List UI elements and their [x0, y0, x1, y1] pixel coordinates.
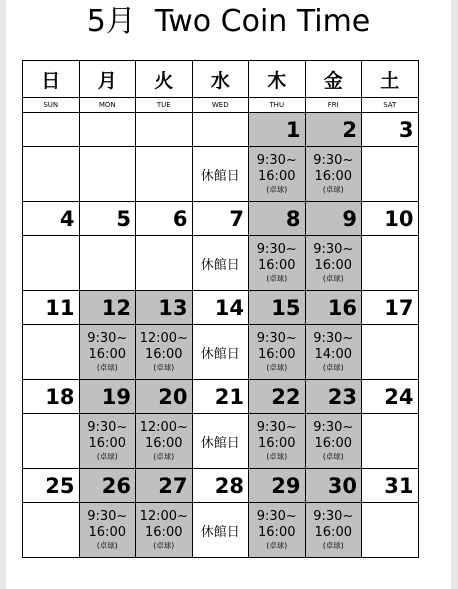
day-info-cell [249, 414, 306, 469]
day-number: 1 [249, 113, 306, 147]
calendar-sheet [6, 0, 451, 589]
day-info-cell [136, 414, 193, 469]
day-info-cell [305, 414, 362, 469]
weekday-abbr: SUN [23, 98, 80, 113]
start-time: 9:30~ [256, 153, 297, 168]
end-time: 16:00 [145, 525, 183, 540]
end-time: 16:00 [88, 436, 126, 451]
end-time: 16:00 [88, 525, 126, 540]
end-time: 16:00 [145, 347, 183, 362]
weekday-abbr: FRI [305, 98, 362, 113]
weekday-abbr: WED [192, 98, 249, 113]
day-info-cell [362, 147, 419, 202]
start-time: 9:30~ [256, 420, 297, 435]
activity-note: (卓球) [96, 541, 118, 550]
day-info-cell [192, 503, 249, 558]
day-number: 30 [305, 469, 362, 503]
day-number: 12 [79, 291, 136, 325]
closed-label: 休館日 [200, 257, 240, 273]
day-number: 22 [249, 380, 306, 414]
weekday-abbr: TUE [136, 98, 193, 113]
day-info-cell [192, 147, 249, 202]
day-number [192, 113, 249, 147]
day-info-cell [305, 503, 362, 558]
day-number [79, 113, 136, 147]
day-info-cell [23, 414, 80, 469]
weekday-label: 土 [362, 61, 419, 98]
end-time: 16:00 [258, 525, 296, 540]
week-date-row [23, 202, 419, 236]
activity-note: (卓球) [153, 541, 175, 550]
week-date-row [23, 380, 419, 414]
start-time: 9:30~ [256, 242, 297, 257]
closed-label: 休館日 [200, 524, 240, 540]
activity-note: (卓球) [153, 452, 175, 461]
end-time: 16:00 [258, 258, 296, 273]
day-info-cell [79, 414, 136, 469]
day-number: 4 [23, 202, 80, 236]
day-info-cell [305, 236, 362, 291]
day-number: 13 [136, 291, 193, 325]
activity-note: (卓球) [322, 185, 344, 194]
activity-note: (卓球) [96, 452, 118, 461]
end-time: 14:00 [314, 347, 352, 362]
weekday-label: 日 [23, 61, 80, 98]
day-info-cell [249, 236, 306, 291]
day-number: 28 [192, 469, 249, 503]
day-number: 17 [362, 291, 419, 325]
day-number: 8 [249, 202, 306, 236]
week-info-row [23, 503, 419, 558]
day-number: 7 [192, 202, 249, 236]
day-number: 31 [362, 469, 419, 503]
start-time: 9:30~ [87, 509, 128, 524]
activity-note: (卓球) [322, 452, 344, 461]
weekday-abbr: MON [79, 98, 136, 113]
start-time: 9:30~ [313, 509, 354, 524]
end-time: 16:00 [314, 525, 352, 540]
day-number: 27 [136, 469, 193, 503]
end-time: 16:00 [314, 436, 352, 451]
week-date-row [23, 291, 419, 325]
activity-note: (卓球) [266, 185, 288, 194]
end-time: 16:00 [258, 436, 296, 451]
week-date-row [23, 469, 419, 503]
day-number: 18 [23, 380, 80, 414]
end-time: 16:00 [314, 258, 352, 273]
day-info-cell [192, 414, 249, 469]
day-info-cell [362, 503, 419, 558]
day-info-cell [79, 325, 136, 380]
day-info-cell [79, 503, 136, 558]
day-number: 29 [249, 469, 306, 503]
start-time: 9:30~ [87, 420, 128, 435]
activity-note: (卓球) [266, 363, 288, 372]
day-info-cell [249, 503, 306, 558]
day-number: 26 [79, 469, 136, 503]
activity-note: (卓球) [266, 541, 288, 550]
start-time: 9:30~ [313, 420, 354, 435]
day-number [136, 113, 193, 147]
day-info-cell [305, 147, 362, 202]
day-info-cell [23, 503, 80, 558]
page-title: 5月 Two Coin Time [86, 4, 371, 39]
weekday-header-row [23, 61, 419, 98]
day-number: 6 [136, 202, 193, 236]
activity-note: (卓球) [322, 363, 344, 372]
day-info-cell [23, 325, 80, 380]
day-info-cell [79, 147, 136, 202]
day-number [23, 113, 80, 147]
start-time: 9:30~ [87, 331, 128, 346]
day-info-cell [136, 147, 193, 202]
day-number: 14 [192, 291, 249, 325]
activity-note: (卓球) [322, 541, 344, 550]
weekday-label: 水 [192, 61, 249, 98]
weekday-label: 月 [79, 61, 136, 98]
week-info-row [23, 325, 419, 380]
end-time: 16:00 [88, 347, 126, 362]
week-info-row [23, 236, 419, 291]
day-info-cell [362, 414, 419, 469]
closed-label: 休館日 [200, 435, 240, 451]
weekday-abbr: THU [249, 98, 306, 113]
activity-note: (卓球) [266, 452, 288, 461]
day-number: 15 [249, 291, 306, 325]
start-time: 9:30~ [313, 153, 354, 168]
day-number: 5 [79, 202, 136, 236]
end-time: 16:00 [258, 347, 296, 362]
day-number: 19 [79, 380, 136, 414]
start-time: 9:30~ [313, 331, 354, 346]
weekday-label: 火 [136, 61, 193, 98]
day-info-cell [249, 325, 306, 380]
day-info-cell [136, 503, 193, 558]
day-number: 23 [305, 380, 362, 414]
start-time: 12:00~ [139, 331, 188, 346]
activity-note: (卓球) [96, 363, 118, 372]
day-info-cell [23, 147, 80, 202]
start-time: 9:30~ [313, 242, 354, 257]
day-info-cell [79, 236, 136, 291]
start-time: 12:00~ [139, 420, 188, 435]
end-time: 16:00 [145, 436, 183, 451]
day-number: 2 [305, 113, 362, 147]
day-info-cell [23, 236, 80, 291]
start-time: 9:30~ [256, 331, 297, 346]
day-number: 16 [305, 291, 362, 325]
day-info-cell [192, 236, 249, 291]
day-info-cell [136, 325, 193, 380]
day-info-cell [362, 325, 419, 380]
day-info-cell [192, 325, 249, 380]
day-number: 25 [23, 469, 80, 503]
day-info-cell [249, 147, 306, 202]
end-time: 16:00 [258, 169, 296, 184]
day-info-cell [136, 236, 193, 291]
week-date-row [23, 113, 419, 147]
day-info-cell [305, 325, 362, 380]
day-number: 3 [362, 113, 419, 147]
activity-note: (卓球) [153, 363, 175, 372]
activity-note: (卓球) [322, 274, 344, 283]
day-number: 9 [305, 202, 362, 236]
weekday-label: 木 [249, 61, 306, 98]
day-info-cell [362, 236, 419, 291]
calendar-table [22, 60, 419, 558]
day-number: 10 [362, 202, 419, 236]
start-time: 9:30~ [256, 509, 297, 524]
week-info-row [23, 414, 419, 469]
day-number: 20 [136, 380, 193, 414]
day-number: 21 [192, 380, 249, 414]
start-time: 12:00~ [139, 509, 188, 524]
day-number: 24 [362, 380, 419, 414]
closed-label: 休館日 [200, 168, 240, 184]
end-time: 16:00 [314, 169, 352, 184]
closed-label: 休館日 [200, 346, 240, 362]
activity-note: (卓球) [266, 274, 288, 283]
weekday-en-row [23, 98, 419, 113]
day-number: 11 [23, 291, 80, 325]
weekday-label: 金 [305, 61, 362, 98]
week-info-row [23, 147, 419, 202]
weekday-abbr: SAT [362, 98, 419, 113]
